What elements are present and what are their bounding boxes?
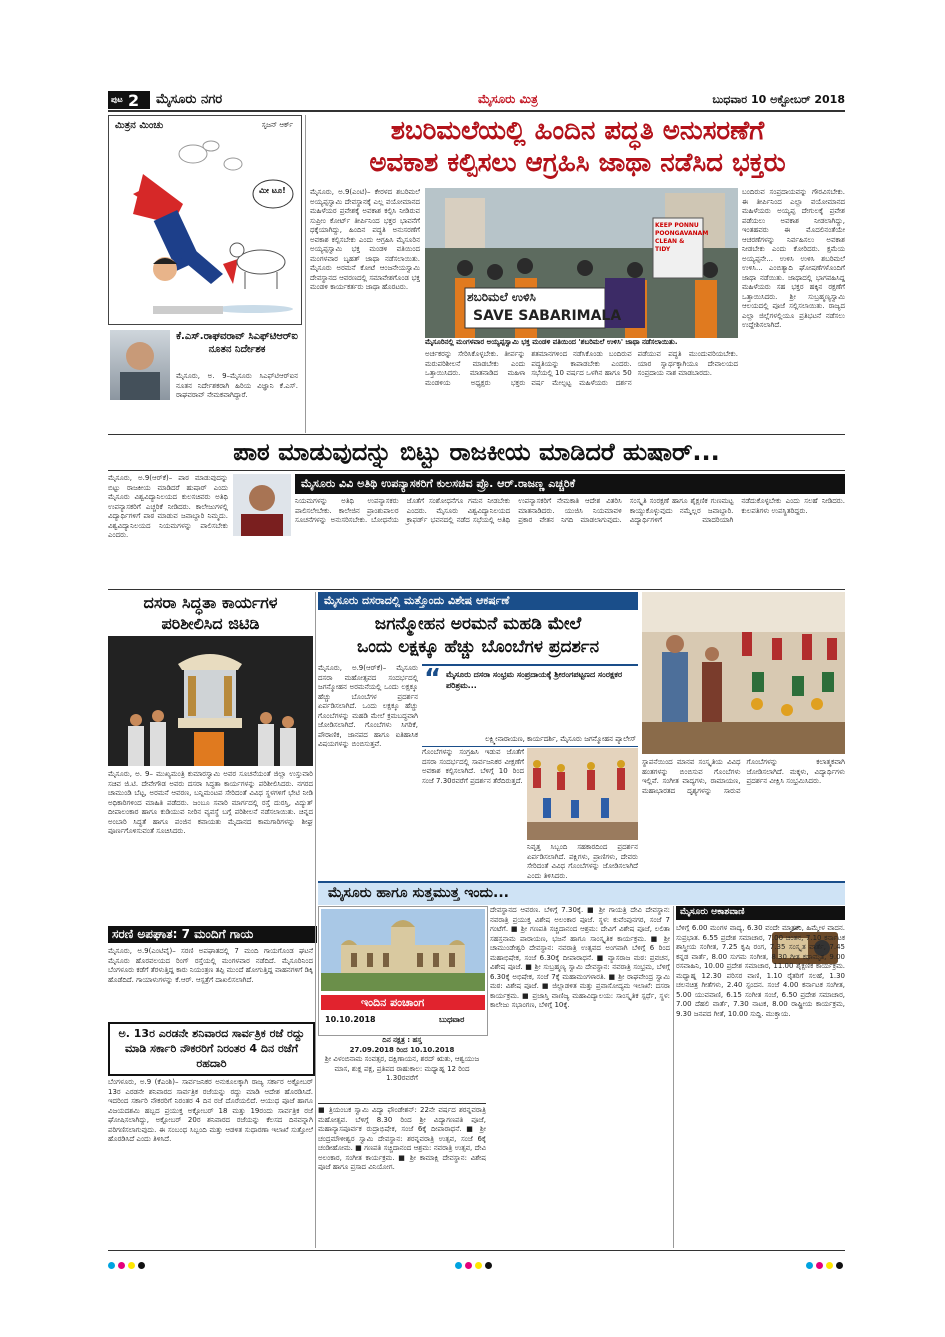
dolls-photo-small bbox=[527, 748, 638, 840]
lead-body-col1: ಮೈಸೂರು, ಅ.9(ಎಂಟಿ)– ಕೇರಳದ ಶಬರಿಮಲೆ ಅಯ್ಯಪ್ಪಸ್ವಾಮಿ ದೇವಸ್ಥಾನಕ್ಕೆ ಎಲ್ಲ ವಯೋಮಾನದ ಮಹಿಳೆಯರ ಪ್ರವೇಶಕ್ಕೆ ಅವಕಾಶ ಕಲ್ಪಿಸಿ ನೀಡಿರುವ ಸುಪ್ರೀಂ ಕೋರ್ಟ್‌ ತೀರ್ಪಿನಿಂದ ಭಕ್ತರ ಭಾವನೆಗೆ ಧಕ್ಕೆಯಾಗಿದ್ದು, ಹಿಂದಿನ ಪದ್ಧತಿ ಅನುಸರಣೆಗೆ ಅವಕಾಶ ಕಲ್ಪಿಸಬೇಕು ಎಂದು ಆಗ್ರಹಿಸಿ ಮೈಸೂರಿನ ಅಯ್ಯಪ್ಪಸ್ವಾಮಿ ಭಕ್ತ ಮಂಡಳಿ ವತಿಯಿಂದ ಮಂಗಳವಾರ ಬೃಹತ್ ಜಾಥಾ ನಡೆಸಲಾಯಿತು. ಮೈಸೂರು ಅರಮನೆ ಕೋಟೆ ಆಂಜನೇಯಸ್ವಾಮಿ ದೇವಸ್ಥಾನದ ಆವರಣದಲ್ಲಿ ಸಮಾವೇಶಗೊಂಡ ಭಕ್ತ ಮಂಡಳಿ ಕಾರ್ಯಕರ್ತರು ಜಾಥಾ ಹೊರಟರು. bbox=[310, 188, 420, 291]
reg-dot bbox=[485, 1262, 492, 1269]
accident-body: ಮೈಸೂರು, ಅ.9(ಎಂಟಿವೈ)– ಸರಣಿ ಅಪಘಾತದಲ್ಲಿ 7 ಮಂದಿ ಗಾಯಗೊಂಡ ಘಟನೆ ಮೈಸೂರು ಹೊರವಲಯದ ರಿಂಗ್ ರಸ್ತೆಯಲ್ಲಿ ಮಂಗಳವಾರ ನಡೆದಿದೆ. ಮೈಸೂರಿನಿಂದ ಬೆಂಗಳೂರು ಕಡೆಗೆ ತೆರಳುತ್ತಿದ್ದ ಕಾರು ನಿಯಂತ್ರಣ ತಪ್ಪಿ ಮುಂದೆ ಹೋಗುತ್ತಿದ್ದ ವಾಹನಗಳಿಗೆ ಡಿಕ್ಕಿ ಹೊಡೆದಿದೆ. ಗಾಯಾಳುಗಳನ್ನು ಕೆ.ಆರ್. ಆಸ್ಪತ್ರೆಗೆ ದಾಖಲಿಸಲಾಗಿದೆ. bbox=[108, 947, 313, 984]
lead-photo bbox=[425, 188, 738, 338]
reg-dot bbox=[128, 1262, 135, 1269]
panchanga-title: ಇಂದಿನ ಪಂಚಾಂಗ bbox=[361, 996, 425, 1009]
panchanga-range: 27.09.2018 ರಿಂದ 10.10.2018 bbox=[349, 1045, 455, 1054]
lead-headline-line1: ಶಬರಿಮಲೆಯಲ್ಲಿ ಹಿಂದಿನ ಪದ್ಧತಿ ಅನುಸರಣೆಗೆ bbox=[390, 116, 765, 146]
cartoon-box bbox=[108, 115, 302, 325]
dolls-photo-large bbox=[642, 592, 845, 754]
reg-dot bbox=[806, 1262, 813, 1269]
dasara-left-head1: ದಸರಾ ಸಿದ್ಧತಾ ಕಾರ್ಯಗಳ bbox=[143, 593, 278, 612]
reg-dot bbox=[465, 1262, 472, 1269]
dasara-left-headline bbox=[108, 592, 313, 634]
banner-english: SAVE SABARIMALA bbox=[473, 308, 622, 324]
cartoon-title: ಮಿತ್ರನ ಮಿಂಚು bbox=[115, 120, 164, 131]
masthead-rule bbox=[108, 110, 845, 112]
page-label: ಪುಟ bbox=[111, 95, 123, 104]
banner2-rule-top bbox=[108, 434, 845, 435]
cartoon-bubble: ಮೀ ಟೂ! bbox=[259, 186, 286, 195]
raghavarao-photo bbox=[110, 330, 170, 400]
bottom-rule bbox=[108, 1250, 845, 1251]
banner2-subhead-text: ಮೈಸೂರು ವಿವಿ ಅತಿಥಿ ಉಪನ್ಯಾಸಕರಿಗೆ ಕುಲಸಚಿವ ಪ್ರೊ. ಆರ್.ರಾಜಣ್ಣ ಎಚ್ಚರಿಕೆ bbox=[301, 477, 576, 490]
reg-dot bbox=[138, 1262, 145, 1269]
panchanga-title-bar bbox=[321, 995, 485, 1010]
dasara-left-body: ಮೈಸೂರು, ಅ. 9– ಮುಖ್ಯಮಂತ್ರಿ ಕುಮಾರಸ್ವಾಮಿ ಅವರ ಸೂಚನೆಯಂತೆ ಜಿಲ್ಲಾ ಉಸ್ತುವಾರಿ ಸಚಿವ ಜಿ.ಟಿ. ದೇವೇಗೌಡ ಅವರು ದಸರಾ ಸಿದ್ಧತಾ ಕಾರ್ಯಗಳನ್ನು ಪರಿಶೀಲಿಸಿದರು. ನಗರದ ಚಾಮುಂಡಿ ಬೆಟ್ಟ, ಅರಮನೆ ಆವರಣ, ಬನ್ನಿಮಂಟಪ ಸೇರಿದಂತೆ ವಿವಿಧ ಸ್ಥಳಗಳಿಗೆ ಭೇಟಿ ನೀಡಿ ಅಧಿಕಾರಿಗಳಿಂದ ಮಾಹಿತಿ ಪಡೆದರು. ಜಂಬೂ ಸವಾರಿ ಮಾರ್ಗದಲ್ಲಿ ರಸ್ತೆ ದುರಸ್ತಿ, ವಿದ್ಯುತ್ ದೀಪಾಲಂಕಾರ ಹಾಗೂ ಕುಡಿಯುವ ನೀರಿನ ವ್ಯವಸ್ಥೆ ಬಗ್ಗೆ ಪರಿಶೀಲನೆ ನಡೆಸಲಾಯಿತು. ಚಿನ್ನದ ಅಂಬಾರಿ ಸಿದ್ಧತೆ ಹಾಗೂ ಪಂಜಿನ ಕವಾಯತು ಮೈದಾನದ ಕಾಮಗಾರಿಗಳನ್ನು ಶೀಘ್ರ ಪೂರ್ಣಗೊಳಿಸುವಂತೆ ಸೂಚಿಸಿದರು. bbox=[108, 770, 313, 835]
palace-photo bbox=[321, 909, 485, 991]
dasara-quote: ಮೈಸೂರು ದಸರಾ ಸಂಭ್ರಮ ಸಂಪ್ರದಾಯಕ್ಕೆ ಶ್ರೀರಂಗಪಟ್ಟಣದ ಸಂರಕ್ಷಕರ ಪರಿಶ್ರಮ... bbox=[446, 670, 623, 690]
col-rule-a bbox=[305, 115, 306, 433]
accident-headline: ಸರಣಿ ಅಪಘಾತ: 7 ಮಂದಿಗೆ ಗಾಯ bbox=[108, 926, 317, 943]
today-banner bbox=[318, 881, 845, 905]
reg-dot bbox=[836, 1262, 843, 1269]
reg-dot bbox=[816, 1262, 823, 1269]
banner2-body: ನಿಯಮಗಳನ್ನು ಅತಿಥಿ ಉಪನ್ಯಾಸಕರು ಪಾಲಿಸಲೇಬೇಕು. ಕಾಲೇಜಿನ ಪ್ರಾಂಶುಪಾಲರ ಸೂಚನೆಗಳನ್ನು ಅನುಸರಿಸಬೇಕು. ಬೋಧನೆಯ ಜೊತೆಗೆ ಸಂಶೋಧನೆಗೂ ಗಮನ ನೀಡಬೇಕು ಎಂದರು. ಮೈಸೂರು ವಿಶ್ವವಿದ್ಯಾನಿಲಯದ ಕ್ರಾಫರ್ಡ್ ಭವನದಲ್ಲಿ ನಡೆದ ಸಭೆಯಲ್ಲಿ ಅತಿಥಿ ಉಪನ್ಯಾಸಕರಿಗೆ ನೇಮಕಾತಿ ಆದೇಶ ವಿತರಿಸಿ ಮಾತನಾಡಿದರು. ಯುಜಿಸಿ ನಿಯಮಾವಳಿ ಪ್ರಕಾರ ವೇತನ ನಿಗದಿ ಮಾಡಲಾಗುವುದು. ಸಂಸ್ಕೃತಿ ಸಂರಕ್ಷಣೆ ಹಾಗೂ ಶೈಕ್ಷಣಿಕ ಗುಣಮಟ್ಟ ಕಾಯ್ದುಕೊಳ್ಳುವುದು ನಮ್ಮೆಲ್ಲರ ಜವಾಬ್ದಾರಿ. ವಿದ್ಯಾರ್ಥಿಗಳಿಗೆ ಮಾದರಿಯಾಗಿ ನಡೆದುಕೊಳ್ಳಬೇಕು ಎಂದು ಸಲಹೆ ನೀಡಿದರು. ಕುಲಪತಿಗಳು ಉಪಸ್ಥಿತರಿದ್ದರು. bbox=[295, 497, 845, 524]
today-divider bbox=[318, 1103, 486, 1104]
rajanna-photo bbox=[233, 474, 291, 536]
holiday-headline: ಅ. 13ರ ಎರಡನೇ ಶನಿವಾರದ ಸಾರ್ವತ್ರಿಕ ರಜೆ ರದ್ದು ಮಾಡಿ ಸರ್ಕಾರಿ ನೌಕರರಿಗೆ ನಿರಂತರ 4 ದಿನ ರಜೆಗೆ ರಹದಾರಿ bbox=[118, 1027, 305, 1070]
quote-mark-icon: “ bbox=[424, 664, 442, 694]
reg-dot bbox=[455, 1262, 462, 1269]
banner-kannada: ಶಬರಿಮಲೆ ಉಳಿಸಿ bbox=[467, 290, 536, 304]
masthead bbox=[108, 91, 845, 109]
lead-headline bbox=[310, 115, 845, 185]
dasara-headline bbox=[318, 613, 638, 659]
dasara-left-head2: ಪರಿಶೀಲಿಸಿದ ಜಿಟಿಡಿ bbox=[161, 614, 260, 633]
banner2-subhead bbox=[295, 474, 845, 494]
dasara-rule bbox=[108, 589, 845, 590]
today-col1-events: ■ ತ್ರಿಯಂಬಕ ಸ್ವಾಮಿ ವಿದ್ಯಾ ಫೌಂಡೇಶನ್: 22ನೇ ವರ್ಷದ ಶರನ್ನವರಾತ್ರಿ ಮಹೋತ್ಸವ. ಬೆಳಿಗ್ಗೆ 8.30 ರಿಂದ ಶ್ರೀ ವಿದ್ಯಾಗಣಪತಿ ಪೂಜೆ, ಮಹಾನ್ಯಾಸಪೂರ್ವಕ ರುದ್ರಾಭಿಷೇಕ, ಸಂಜೆ 6ಕ್ಕೆ ದೀಪಾರಾಧನೆ. ■ ಶ್ರೀ ಚಂದ್ರಮೌಳೀಶ್ವರ ಸ್ವಾಮಿ ದೇವಸ್ಥಾನ: ಶರನ್ನವರಾತ್ರಿ ಉತ್ಸವ, ಸಂಜೆ 6ಕ್ಕೆ ಚಂಡೀಹೋಮ. ■ ಗಣಪತಿ ಸಚ್ಚಿದಾನಂದ ಆಶ್ರಮ: ನವರಾತ್ರಿ ಉತ್ಸವ, ದೇವಿ ಅಲಂಕಾರ, ಸಂಗೀತ ಕಾರ್ಯಕ್ರಮ. ■ ಶ್ರೀ ಕಾಮಾಕ್ಷಿ ದೇವಸ್ಥಾನ: ವಿಶೇಷ ಪೂಜೆ ಹಾಗೂ ಪ್ರಸಾದ ವಿನಿಯೋಗ. bbox=[318, 1106, 486, 1171]
page-number: 2 bbox=[128, 91, 140, 110]
reg-dot bbox=[826, 1262, 833, 1269]
lead-photo-caption: ಮೈಸೂರಿನಲ್ಲಿ ಮಂಗಳವಾರ ಅಯ್ಯಪ್ಪಸ್ವಾಮಿ ಭಕ್ತ ಮಂಡಳಿ ವತಿಯಿಂದ 'ಶಬರಿಮಲೆ ಉಳಿಸಿ' ಜಾಥಾ ನಡೆಸಲಾಯಿತು. bbox=[425, 338, 678, 346]
radio-title: ಮೈಸೂರು ಆಕಾಶವಾಣಿ bbox=[680, 907, 745, 917]
banner2-col1: ಮೈಸೂರು, ಅ.9(ಆರ್‌ಕೆ)– ಪಾಠ ಮಾಡುವುದನ್ನು ಬಿಟ್ಟು ರಾಜಕೀಯ ಮಾಡಿದರೆ ಹುಷಾರ್ ಎಂದು ಮೈಸೂರು ವಿಶ್ವವಿದ್ಯಾನಿಲಯದ ಕುಲಸಚಿವರು ಅತಿಥಿ ಉಪನ್ಯಾಸಕರಿಗೆ ಎಚ್ಚರಿಕೆ ನೀಡಿದರು. ಕಾಲೇಜುಗಳಲ್ಲಿ ವಿದ್ಯಾರ್ಥಿಗಳಿಗೆ ಪಾಠ ಮಾಡುವ ಜವಾಬ್ದಾರಿ ನಿಮ್ಮದು. ವಿಶ್ವವಿದ್ಯಾನಿಲಯದ ನಿಯಮಗಳನ್ನು ಪಾಲಿಸಬೇಕು ಎಂದರು. bbox=[108, 474, 228, 539]
lead-body-bottom: ಅರ್ಚಕರನ್ನು ಸೇರಿಸಿಕೊಳ್ಳಬೇಕು. ತೀರ್ಪನ್ನು ಮರುಪರಿಶೀಲನೆ ಮಾಡಬೇಕು ಎಂದು ಒತ್ತಾಯಿಸಿದರು. ಮಾತನಾಡಿದ ಮಹಿಳಾ ಮಂಡಳಿಯ ಅಧ್ಯಕ್ಷರು ಭಕ್ತರು ಶತಮಾನಗಳಿಂದ ನಡೆಸಿಕೊಂಡು ಬಂದಿರುವ ಪದ್ಧತಿಯನ್ನು ಕಾಪಾಡಬೇಕು ಎಂದರು. ಸಭೆಯಲ್ಲಿ 10 ವರ್ಷದ ಒಳಗಿನ ಹಾಗೂ 50 ವರ್ಷ ಮೇಲ್ಪಟ್ಟ ಮಹಿಳೆಯರು ದರ್ಶನ ಪಡೆಯುವ ಪದ್ಧತಿ ಮುಂದುವರಿಯಬೇಕು. ಯಾರ ಸ್ವಾರ್ಥಕ್ಕಾಗಿಯೂ ದೇವಾಲಯದ ಸಂಪ್ರದಾಯ ನಾಶ ಮಾಡಬಾರದು. bbox=[425, 350, 738, 387]
lead-body-col-right: ಬಂದಿರುವ ಸಂಪ್ರದಾಯವನ್ನು ಗೌರವಿಸಬೇಕು. ಈ ತೀರ್ಪಿನಿಂದ ಎಲ್ಲಾ ವಯೋಮಾನದ ಮಹಿಳೆಯರು ಅಯ್ಯಪ್ಪ ದೇಗುಲಕ್ಕೆ ಪ್ರವೇಶ ಪಡೆಯಲು ಅವಕಾಶ ನೀಡಲಾಗಿದ್ದು, ಇಂತಹವರು ಈ ಮೊದಲಿನಂತೆಯೇ ಆಚರಣೆಗಳನ್ನು ನಿರ್ವಹಿಸಲು ಅವಕಾಶ ನೀಡಬೇಕು ಎಂದು ಕೋರಿದರು. ಕ್ಷಮೆಯ ಅಯ್ಯಪ್ಪನೇ... ಉಳಿಸಿ ಉಳಿಸಿ ಶಬರಿಮಲೆ ಉಳಿಸಿ... ಎಂಬಿತ್ಯಾದಿ ಘೋಷಣೆಗಳೊಂದಿಗೆ ಜಾಥಾ ನಡೆಯಿತು. ಜಾಥಾದಲ್ಲಿ ಭಾಗವಹಿಸಿದ್ದ ಮಹಿಳೆಯರು ಸಹ ಭಕ್ತರ ಹಕ್ಕಿನ ರಕ್ಷಣೆಗೆ ಒತ್ತಾಯಿಸಿದರು. ಶ್ರೀ ಸುಬ್ರಹ್ಮಣ್ಯಸ್ವಾಮಿ ಆಲಯದಲ್ಲಿ ಪೂಜೆ ಸಲ್ಲಿಸಲಾಯಿತು. ರಾಜ್ಯದ ಎಲ್ಲಾ ಜಿಲ್ಲೆಗಳಲ್ಲಿಯೂ ಪ್ರತಿಭಟನೆ ನಡೆಸಲು ಉದ್ದೇಶಿಸಲಾಗಿದೆ. bbox=[742, 188, 845, 329]
today-col2-events: ದೇವಸ್ಥಾನದ ಆವರಣ. ಬೆಳಿಗ್ಗೆ 7.30ಕ್ಕೆ. ■ ಶ್ರೀ ಗಾಯತ್ರಿ ದೇವಿ ದೇವಸ್ಥಾನ: ನವರಾತ್ರಿ ಪ್ರಯುಕ್ತ ವಿಶೇಷ ಅಲಂಕಾರ ಪೂಜೆ. ಸ್ಥಳ: ಕುವೆಂಪುನಗರ, ಸಂಜೆ 7 ಗಂಟೆಗೆ. ■ ಶ್ರೀ ಗಣಪತಿ ಸಚ್ಚಿದಾನಂದ ಆಶ್ರಮ: ದೇವಿಗೆ ವಿಶೇಷ ಪೂಜೆ, ಲಲಿತಾ ಸಹಸ್ರನಾಮ ಪಾರಾಯಣ, ಭಜನೆ ಹಾಗೂ ಸಾಂಸ್ಕೃತಿಕ ಕಾರ್ಯಕ್ರಮ. ■ ಶ್ರೀ ಚಾಮುಂಡೇಶ್ವರಿ ದೇವಸ್ಥಾನ: ನವರಾತ್ರಿ ಉತ್ಸವದ ಅಂಗವಾಗಿ ಬೆಳಿಗ್ಗೆ 6 ರಿಂದ ಮಹಾಭಿಷೇಕ, ಸಂಜೆ 6.30ಕ್ಕೆ ದೀಪಾರಾಧನೆ. ■ ವ್ಯಾಸರಾಜ ಮಠ: ಪ್ರವಚನ, ವಿಶೇಷ ಪೂಜೆ. ■ ಶ್ರೀ ಸುಬ್ರಹ್ಮಣ್ಯ ಸ್ವಾಮಿ ದೇವಸ್ಥಾನ: ನವರಾತ್ರಿ ಸಂಭ್ರಮ, ಬೆಳಿಗ್ಗೆ 6.30ಕ್ಕೆ ಅಭಿಷೇಕ, ಸಂಜೆ 7ಕ್ಕೆ ಮಹಾಮಂಗಳಾರತಿ. ■ ಶ್ರೀ ರಾಘವೇಂದ್ರ ಸ್ವಾಮಿ ಮಠ: ವಿಶೇಷ ಪೂಜೆ. ■ ಜಿಲ್ಲಾಡಳಿತ ಮತ್ತು ಪ್ರವಾಸೋದ್ಯಮ ಇಲಾಖೆ: ದಸರಾ ಕಾರ್ಯಕ್ರಮ. ■ ಪ್ರಜಾಸ್ತಿ ವಾಣಿಜ್ಯ ಮಹಾವಿದ್ಯಾಲಯ: ಸಾಂಸ್ಕೃತಿಕ ಸ್ಪರ್ಧೆ, ಸ್ಥಳ: ಕಾಲೇಜು ಸಭಾಂಗಣ, ಬೆಳಿಗ್ಗೆ 10ಕ್ಕೆ. bbox=[490, 906, 670, 1009]
dasara-body-col1: ಮೈಸೂರು, ಅ.9(ಆರ್‌ಕೆ)– ಮೈಸೂರು ದಸರಾ ಮಹೋತ್ಸವದ ಸಂದರ್ಭದಲ್ಲಿ ಜಗನ್ಮೋಹನ ಅರಮನೆಯಲ್ಲಿ ಒಂದು ಲಕ್ಷಕ್ಕೂ ಹೆಚ್ಚು ಬೊಂಬೆಗಳ ಪ್ರದರ್ಶನ ಏರ್ಪಡಿಸಲಾಗಿದೆ. ಒಂದು ಲಕ್ಷಕ್ಕೂ ಹೆಚ್ಚು ಗೊಂಬೆಗಳನ್ನು ಮಹಡಿ ಮೇಲೆ ಕ್ರಮಬದ್ಧವಾಗಿ ಜೋಡಿಸಲಾಗಿದೆ. ಗೊಂಬೆಗಳು ಸಿಗರಿಕೆ, ಪೌರಾಣಿಕ, ಜಾನಪದ ಹಾಗೂ ಐತಿಹಾಸಿಕ ವಿಷಯಗಳನ್ನು ಬಿಂಬಿಸುತ್ತವೆ. bbox=[318, 664, 418, 748]
today-headline: ಮೈಸೂರು ಹಾಗೂ ಸುತ್ತಮುತ್ತ ಇಂದು... bbox=[328, 885, 509, 901]
paper-name: ಮೈಸೂರು ಮಿತ್ರ bbox=[478, 92, 538, 106]
page-number-badge bbox=[108, 91, 150, 109]
dasara-quote-box bbox=[422, 664, 638, 747]
howdah-photo bbox=[108, 636, 313, 766]
panchanga-nakshatra: ದಿನ ನಕ್ಷತ್ರ : ಹಸ್ತ bbox=[382, 1036, 422, 1044]
raghavarao-caption: ಕೆ.ಎಸ್.ರಾಘವರಾವ್ ಸಿಎಫ್‌ಟಿಆರ್‌ಐ ನೂತನ ನಿರ್ದೇಶಕ bbox=[176, 331, 298, 355]
radio-header bbox=[676, 906, 845, 920]
reg-dot bbox=[118, 1262, 125, 1269]
raghavarao-body: ಮೈಸೂರು, ಅ. 9–ಮೈಸೂರು ಸಿಎಫ್‌ಟಿಆರ್‌ಐನ ನೂತನ ನಿರ್ದೇಶಕರಾಗಿ ಹಿರಿಯ ವಿಜ್ಞಾನಿ ಕೆ.ಎಸ್. ರಾಘವರಾವ್ ನೇಮಕವಾಗಿದ್ದಾರೆ. bbox=[176, 372, 298, 399]
cartoon-artist: ಸೃಜನ್ ಆರ್ಕ್ bbox=[261, 121, 293, 129]
dasara-right-body: ಸ್ಥಾಪನೆಯಿಂದ ಮಾನವ ಸಂಸ್ಕೃತಿಯ ವಿವಿಧ ಹಂತಗಳನ್ನು ಬಿಂಬಿಸುವ ಗೊಂಬೆಗಳು ಇಲ್ಲಿವೆ. ಸಂಗೀತ ವಾದ್ಯಗಳು, ರಾಮಾಯಣ, ಮಹಾಭಾರತದ ದೃಶ್ಯಗಳನ್ನು ಸಾರುವ ಗೊಂಬೆಗಳನ್ನು ಕಲಾತ್ಮಕವಾಗಿ ಜೋಡಿಸಲಾಗಿದೆ. ಮಕ್ಕಳು, ವಿದ್ಯಾರ್ಥಿಗಳು ಪ್ರದರ್ಶನ ವೀಕ್ಷಿಸಿ ಸಂಭ್ರಮಿಸಿದರು. bbox=[642, 758, 845, 795]
dasara-quote-by: ಲಕ್ಷ್ಮೀನಾರಾಯಣ, ಕಾರ್ಯದರ್ಶಿ, ಮೈಸೂರು ಜಗನ್ಮೋಹನ ಪ್ಯಾಲೇಸ್ bbox=[485, 735, 636, 743]
dasara-kicker bbox=[318, 592, 638, 610]
dasara-body-col2: ಗೊಂಬೆಗಳನ್ನು ಸಂಗ್ರಹಿಸಿ ಇಡುವ ಜೊತೆಗೆ ದಸರಾ ಸಂದರ್ಭದಲ್ಲಿ ಸಾರ್ವಜನಿಕರ ವೀಕ್ಷಣೆಗೆ ಅವಕಾಶ ಕಲ್ಪಿಸಲಾಗಿದೆ. ಬೆಳಿಗ್ಗೆ 10 ರಿಂದ ಸಂಜೆ 7.30ರವರೆಗೆ ಪ್ರದರ್ಶನ ತೆರೆದಿರುತ್ತದೆ. bbox=[422, 748, 524, 785]
dasara-head2: ಒಂದು ಲಕ್ಷಕ್ಕೂ ಹೆಚ್ಚು ಬೊಂಬೆಗಳ ಪ್ರದರ್ಶನ bbox=[356, 637, 600, 657]
panchanga-date: 10.10.2018 bbox=[325, 1015, 376, 1024]
col-rule-b bbox=[315, 592, 316, 1248]
panchanga-details bbox=[318, 1036, 486, 1102]
banner2-headline: ಪಾಠ ಮಾಡುವುದನ್ನು ಬಿಟ್ಟು ರಾಜಕೀಯ ಮಾಡಿದರೆ ಹುಷಾರ್... bbox=[233, 438, 720, 466]
placard: KEEP PONNU POONGAVANAM CLEAN & TIDY bbox=[655, 222, 709, 253]
section-title: ಮೈಸೂರು ನಗರ bbox=[156, 92, 223, 107]
lead-headline-line2: ಅವಕಾಶ ಕಲ್ಪಿಸಲು ಆಗ್ರಹಿಸಿ ಜಾಥಾ ನಡೆಸಿದ ಭಕ್ತರು bbox=[369, 148, 786, 178]
reg-dot bbox=[475, 1262, 482, 1269]
dasara-body-bottom: ನಿವೃತ್ತ ಸಿಬ್ಬಂದಿ ಸಹಕಾರದಿಂದ ಪ್ರದರ್ಶನ ಏರ್ಪಡಿಸಲಾಗಿದೆ. ಪಕ್ಷಿಗಳು, ಪ್ರಾಣಿಗಳು, ದೇವರು ಸೇರಿದಂತೆ ವಿವಿಧ ಗೊಂಬೆಗಳನ್ನು ಜೋಡಿಸಲಾಗಿದೆ ಎಂದು ತಿಳಿಸಿದರು. bbox=[527, 843, 638, 880]
banner2-rule-bottom bbox=[108, 470, 845, 471]
panchanga-text: ಶ್ರೀ ವಿಳಂಬಿನಾಮ ಸಂವತ್ಸರ, ದಕ್ಷಿಣಾಯನ, ಶರದ್ ಋತು, ಆಶ್ವಯುಜ ಮಾಸ, ಶುಕ್ಲ ಪಕ್ಷ, ಪ್ರತಿಪದ ರಾಹುಕಾಲ: ಮಧ್ಯಾಹ್ನ 12 ರಿಂದ 1.30ರವರೆಗೆ bbox=[324, 1055, 480, 1082]
dasara-head1: ಜಗನ್ಮೋಹನ ಅರಮನೆ ಮಹಡಿ ಮೇಲೆ bbox=[374, 614, 582, 634]
issue-date: ಬುಧವಾರ 10 ಅಕ್ಟೋಬರ್ 2018 bbox=[712, 93, 845, 106]
panchanga-box bbox=[318, 906, 488, 1036]
radio-schedule: ಬೆಳಿಗ್ಗೆ 6.00 ಮಂಗಳ ವಾದ್ಯ, 6.30 ವಂದೇ ಮಾತರಂ, ಹಿಮ್ಮೇಳ ವಾದನ. ಸುಪ್ರಭಾತ. 6.55 ಪ್ರದೇಶ ಸಮಾಚಾರ, 7.00 ಚಿಂತನ, 7.10 ಕರ್ನಾಟಕ ಶಾಸ್ತ್ರೀಯ ಸಂಗೀತ, 7.25 ಕೃಷಿ ರಂಗ, 7.35 ಸಂಸ್ಕೃತ ವಾರ್ತೆ, 7.45 ಕನ್ನಡ ವಾರ್ತೆ, 8.00 ಸುಗಮ ಸಂಗೀತ, 8.30 ಗೀತ ಕಥಾಮೃತ, 9.00 ರಸವಾಹಿನಿ, 10.00 ಪ್ರದೇಶ ಸಮಾಚಾರ, 11.00 ಶೈಕ್ಷಣಿಕ ಕಾರ್ಯಕ್ರಮ. ಮಧ್ಯಾಹ್ನ 12.30 ಪರಿಸರ ವಾಣಿ, 1.10 ರೈತರಿಗೆ ಸಲಹೆ, 1.30 ಚಲನಚಿತ್ರ ಗೀತೆಗಳು, 2.40 ಸ್ಪಂದನ. ಸಂಜೆ 4.00 ಕರ್ನಾಟಕ ಸಂಗೀತ, 5.00 ಯುವವಾಣಿ, 6.15 ಸಂಗೀತ ಸಂಜೆ, 6.50 ಪ್ರದೇಶ ಸಮಾಚಾರ, 7.00 ದೆಹಲಿ ವಾರ್ತೆ, 7.30 ನಾಟಕ, 8.00 ರಾಷ್ಟ್ರೀಯ ಕಾರ್ಯಕ್ರಮ, 9.30 ಜನಪದ ಗೀತೆ, 10.00 ಸುದ್ದಿ. ಮುಕ್ತಾಯ. bbox=[676, 924, 845, 1018]
reg-dot bbox=[108, 1262, 115, 1269]
col-rule-c bbox=[673, 906, 674, 1248]
dasara-kicker-text: ಮೈಸೂರು ದಸರಾದಲ್ಲಿ ಮತ್ತೊಂದು ವಿಶೇಷ ಆಕರ್ಷಣೆ bbox=[324, 594, 510, 607]
cartoon-illustration bbox=[113, 134, 297, 322]
panchanga-day: ಬುಧವಾರ bbox=[439, 1015, 465, 1024]
holiday-body: ಬೆಂಗಳೂರು, ಅ.9 (ಕೆಎಂಶಿ)– ಸಾರ್ವಜನಿಕರ ಅನುಕೂಲಕ್ಕಾಗಿ ರಾಜ್ಯ ಸರ್ಕಾರ ಅಕ್ಟೋಬರ್ 13ರ ಎರಡನೇ ಶನಿವಾರದ ಸಾರ್ವತ್ರಿಕ ರಜೆಯನ್ನು ರದ್ದು ಮಾಡಿ ಆದೇಶ ಹೊರಡಿಸಿದೆ. ಇದರಿಂದ ಸರ್ಕಾರಿ ನೌಕರರಿಗೆ ನಿರಂತರ 4 ದಿನ ರಜೆ ದೊರೆಯಲಿದೆ. ಆಯುಧ ಪೂಜೆ ಹಾಗೂ ವಿಜಯದಶಮಿ ಹಬ್ಬದ ಪ್ರಯುಕ್ತ ಅಕ್ಟೋಬರ್ 18 ಮತ್ತು 19ರಂದು ಸಾರ್ವತ್ರಿಕ ರಜೆ ಘೋಷಿಸಲಾಗಿದ್ದು, ಅಕ್ಟೋಬರ್ 20ರ ಶನಿವಾರದ ರಜೆಯನ್ನು ಕೆಲಸದ ದಿನವನ್ನಾಗಿ ಪರಿಗಣಿಸಲಾಗುವುದು. ಈ ಸಂಬಂಧ ಸಿಬ್ಬಂದಿ ಮತ್ತು ಆಡಳಿತ ಸುಧಾರಣಾ ಇಲಾಖೆ ಸುತ್ತೋಲೆ ಹೊರಡಿಸಿದೆ ಎಂದು ತಿಳಿಸಿದೆ. bbox=[108, 1078, 313, 1143]
holiday-box bbox=[108, 1022, 315, 1076]
